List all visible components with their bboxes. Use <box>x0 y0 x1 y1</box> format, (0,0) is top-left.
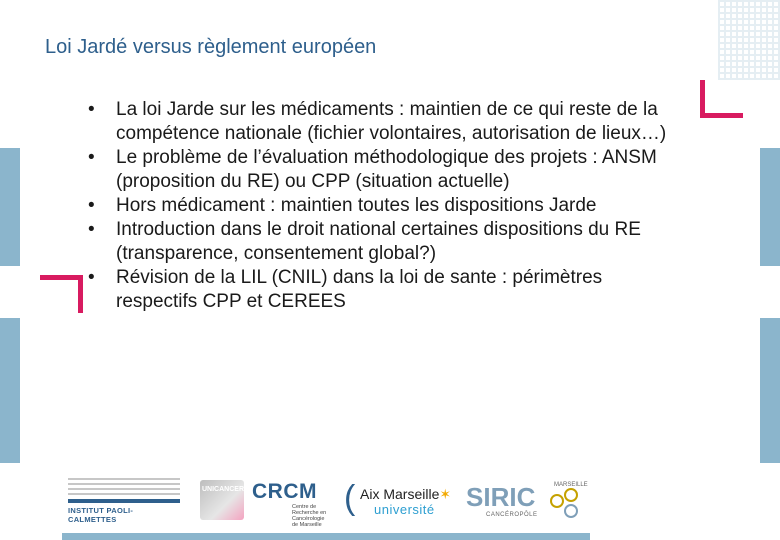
siric-logo-subtitle: CANCÉROPÔLE <box>486 512 538 518</box>
crcm-logo-subtitle: Centre de Recherche en Cancérologie de Marseille <box>292 504 327 528</box>
crcm-logo <box>252 480 332 526</box>
bullet-glyph: • <box>88 147 95 168</box>
molecule-icon <box>564 504 578 518</box>
molecule-icon <box>550 494 564 508</box>
corner-mark-right <box>700 80 743 118</box>
molecule-icon <box>564 488 578 502</box>
bullet-text: Introduction dans le droit national certaines dispositions du RE (transparence, consentement global?) <box>116 219 641 264</box>
list-item <box>88 194 688 218</box>
siric-logo-city: MARSEILLE <box>554 482 588 488</box>
amu-logo-subtitle: université <box>374 502 435 517</box>
ipc-logo-lines <box>68 478 180 495</box>
ipc-logo-bar <box>68 499 180 503</box>
list-item <box>88 218 688 266</box>
side-band-right-bottom <box>760 318 780 463</box>
unicancer-logo-text: UNICANCER <box>202 486 244 493</box>
list-item <box>88 146 688 194</box>
side-band-right-top <box>760 148 780 266</box>
list-item <box>88 266 688 314</box>
amu-logo-bracket: ( <box>344 479 356 517</box>
side-band-left-bottom <box>0 318 20 463</box>
bullet-glyph: • <box>88 219 95 240</box>
bottom-band <box>62 533 590 540</box>
bullet-glyph: • <box>88 195 95 216</box>
bullet-glyph: • <box>88 267 95 288</box>
slide-title: Loi Jardé versus règlement européen <box>45 36 377 58</box>
ipc-logo-text: INSTITUT PAOLI-CALMETTES <box>68 506 134 524</box>
bullet-glyph: • <box>88 99 95 120</box>
bullet-list <box>88 98 688 314</box>
corner-grid-decoration <box>718 0 780 80</box>
crcm-logo-text: CRCM <box>252 480 317 503</box>
ipc-logo <box>68 478 180 524</box>
amu-logo <box>344 480 456 526</box>
star-icon: ✶ <box>439 486 452 502</box>
bullet-text: La loi Jarde sur les médicaments : maintien de ce qui reste de la compétence nationale (fichier volontaires, autorisation de lieux…) <box>116 99 667 144</box>
amu-logo-text: Aix Marseille✶ <box>360 486 452 502</box>
unicancer-logo <box>200 480 244 520</box>
siric-logo <box>466 482 586 526</box>
logo-strip <box>62 472 590 532</box>
siric-logo-text: SIRIC <box>466 482 536 512</box>
side-band-left-top <box>0 148 20 266</box>
corner-mark-left <box>40 275 83 313</box>
bullet-text: Hors médicament : maintien toutes les dispositions Jarde <box>116 195 597 216</box>
bullet-text: Le problème de l’évaluation méthodologique des projets : ANSM (proposition du RE) ou CPP (situation actuelle) <box>116 147 657 192</box>
bullet-text: Révision de la LIL (CNIL) dans la loi de sante : périmètres respectifs CPP et CEREES <box>116 267 603 312</box>
list-item <box>88 98 688 146</box>
